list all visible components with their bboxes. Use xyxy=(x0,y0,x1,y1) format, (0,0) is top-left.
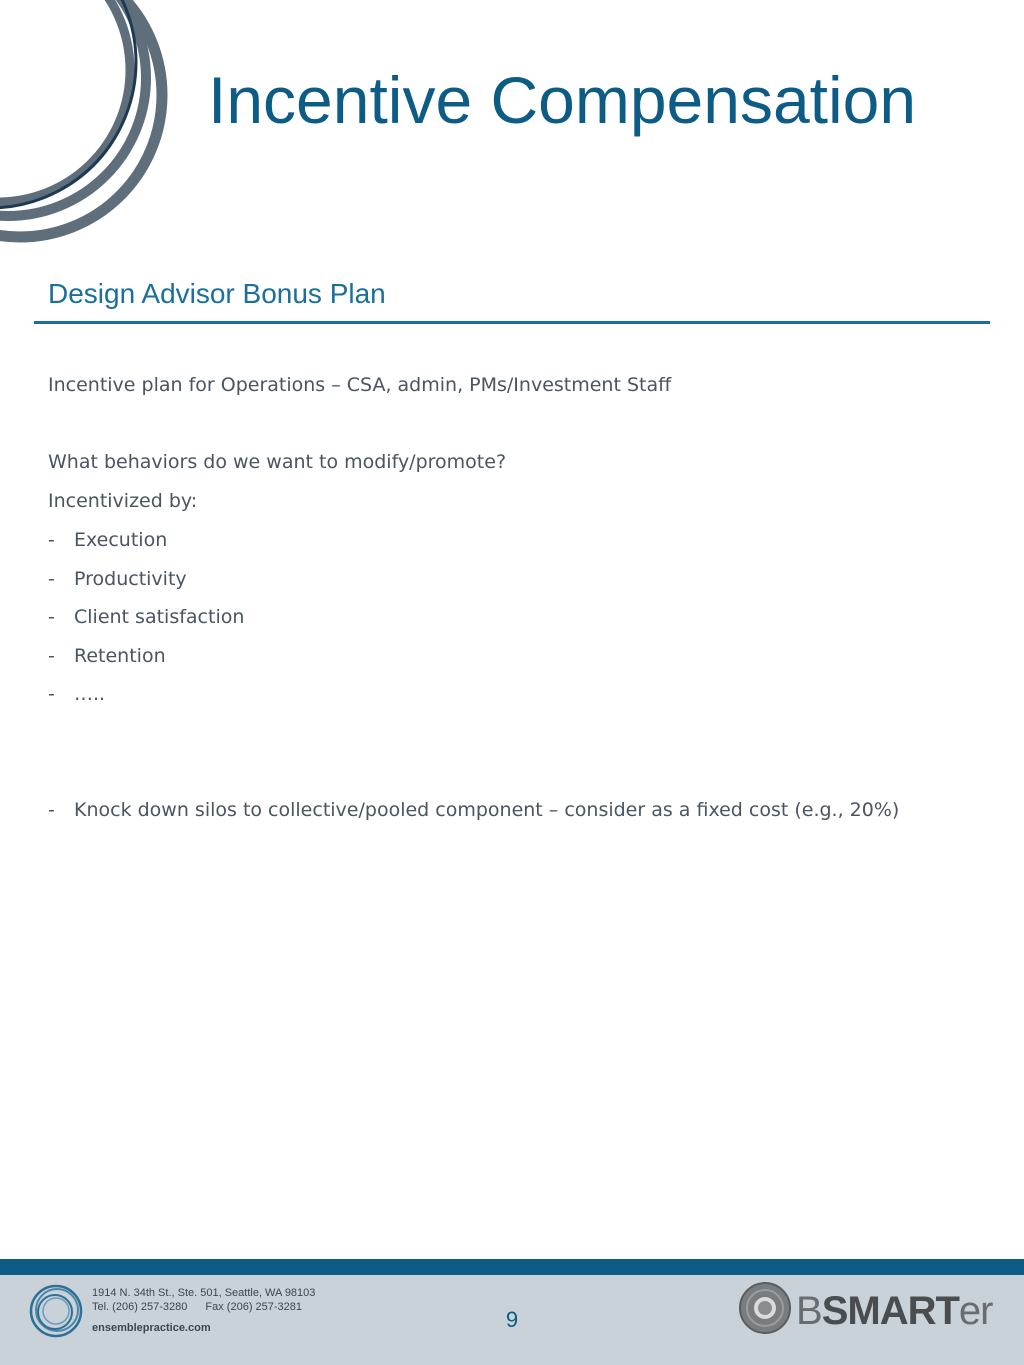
concentric-rings-icon xyxy=(0,0,190,250)
footer xyxy=(0,1275,1024,1365)
footer-address: 1914 N. 34th St., Ste. 501, Seattle, WA 98103 xyxy=(92,1287,316,1299)
bullet-dash: - xyxy=(48,529,55,551)
subtitle-divider xyxy=(34,321,990,324)
bullet-dash: - xyxy=(48,645,55,667)
bullet-text: Execution xyxy=(74,529,168,551)
bsmarter-wordmark xyxy=(796,1289,992,1334)
bullet-dash: - xyxy=(48,799,55,821)
brand-b: B xyxy=(796,1289,822,1333)
bullet-text: ….. xyxy=(74,683,106,705)
ensemble-rings-logo-icon xyxy=(28,1283,86,1339)
brand-er: er xyxy=(958,1289,993,1333)
footer-address-block xyxy=(92,1286,315,1335)
bullet-dash: - xyxy=(48,606,55,628)
body-line-operations: Incentive plan for Operations – CSA, admin, PMs/Investment Staff xyxy=(48,374,672,396)
bullet-dash: - xyxy=(48,683,55,705)
bsmarter-sphere-logo-icon xyxy=(738,1281,792,1335)
body-line-behaviors: What behaviors do we want to modify/promote? xyxy=(48,451,507,473)
footer-accent-strip xyxy=(0,1259,1024,1275)
footer-contact xyxy=(92,1300,315,1314)
footer-fax: Fax (206) 257-3281 xyxy=(205,1301,303,1313)
footer-tel: Tel. (206) 257-3280 xyxy=(92,1301,188,1313)
body-line-incentivized: Incentivized by: xyxy=(48,490,198,512)
slide-title: Incentive Compensation xyxy=(208,63,917,137)
footer-website[interactable]: ensemblepractice.com xyxy=(92,1322,211,1334)
bullet-text: Client satisfaction xyxy=(74,606,245,628)
bullet-text: Retention xyxy=(74,645,166,667)
brand-smart: SMART xyxy=(821,1289,959,1333)
bullet-text: Productivity xyxy=(74,568,187,590)
bullet-text: Knock down silos to collective/pooled component – consider as a fixed cost (e.g., 20%) xyxy=(74,799,900,821)
slide-subtitle: Design Advisor Bonus Plan xyxy=(48,278,386,309)
bullet-dash: - xyxy=(48,568,55,590)
page-number: 9 xyxy=(505,1307,519,1332)
